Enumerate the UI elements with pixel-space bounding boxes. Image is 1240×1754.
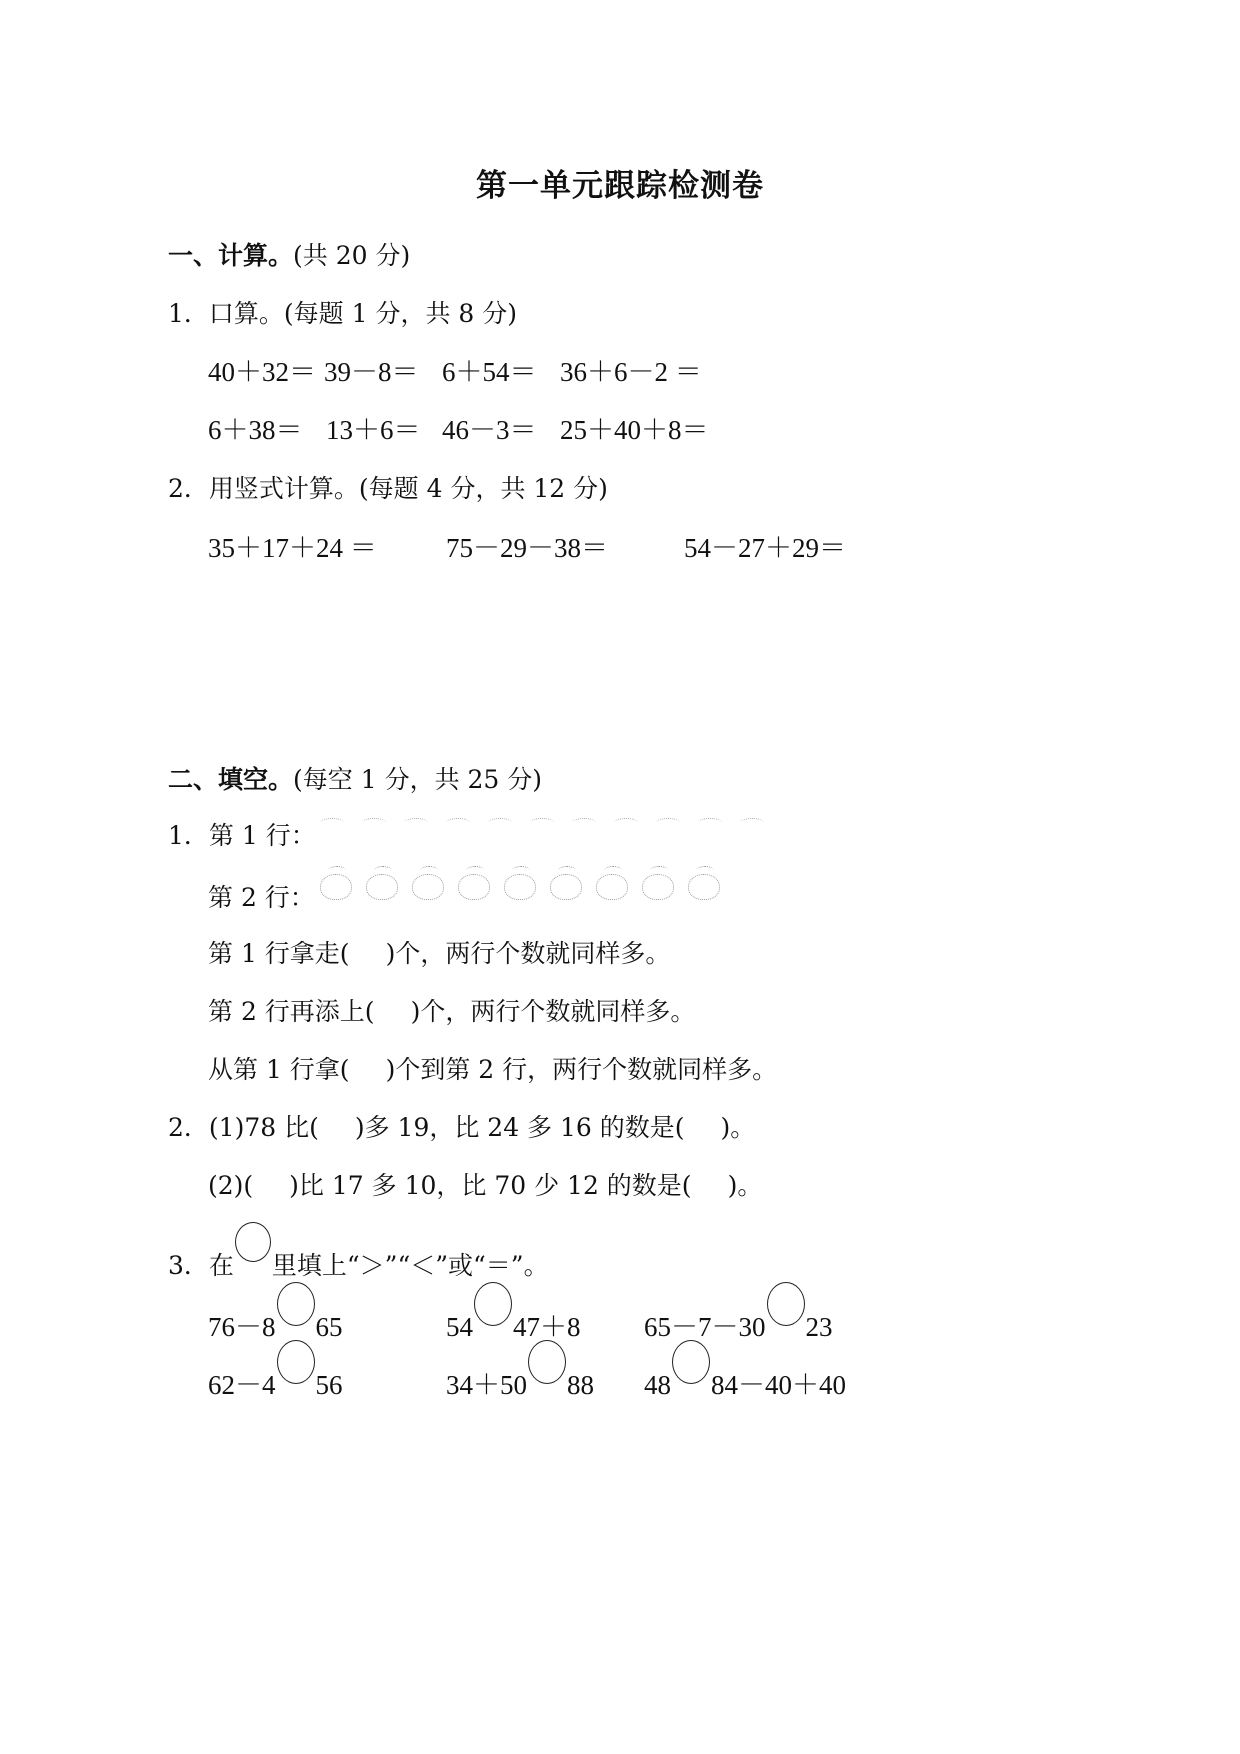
question-text: )多 19，比 24 多 16 的数是(	[354, 1113, 685, 1142]
oral-item: 6＋38＝	[208, 415, 303, 445]
row-1-label: 1．第 1 行：	[168, 821, 316, 850]
question-text: 3．在	[168, 1251, 234, 1280]
fill-line-text: )个，两行个数就同样多。	[410, 997, 696, 1026]
fill-line-text: 第 1 行拿走(	[208, 939, 350, 968]
apple-icon	[686, 866, 722, 900]
faint-fruit-icon	[316, 816, 350, 830]
fill-line-text: )个，两行个数就同样多。	[385, 939, 671, 968]
page-title: 第一单元跟踪检测卷	[476, 168, 764, 204]
question-text: )。	[720, 1113, 756, 1142]
faint-fruit-icon	[652, 816, 686, 830]
question-2-2-part-1	[168, 1108, 755, 1144]
oral-item: 40＋32＝	[208, 357, 316, 387]
compare-right: 65	[315, 1312, 343, 1342]
compare-item	[446, 1290, 581, 1344]
fill-line	[208, 992, 695, 1028]
question-text: )。	[727, 1171, 763, 1200]
question-1-1-label: 1．口算。(每题 1 分，共 8 分)	[168, 299, 518, 328]
question-text: 里填上“＞”“＜”或“＝”。	[271, 1251, 549, 1280]
apple-icon	[364, 866, 400, 900]
question-2-2-part-2	[208, 1166, 762, 1202]
faint-fruit-icon	[484, 816, 518, 830]
faint-fruit-icon	[442, 816, 476, 830]
faint-fruit-icon	[358, 816, 392, 830]
faint-fruit-icon	[694, 816, 728, 830]
compare-item	[644, 1348, 846, 1402]
section-2-score: (每空 1 分，共 25 分)	[293, 765, 543, 794]
row-2-apples	[318, 866, 722, 900]
compare-right: 88	[567, 1370, 594, 1400]
compare-item	[208, 1348, 343, 1402]
compare-item	[644, 1290, 833, 1344]
oral-item: 46－3＝	[442, 415, 537, 445]
oral-item: 6＋54＝	[442, 357, 537, 387]
compare-item	[446, 1348, 594, 1402]
section-1-title: 一、计算。	[168, 241, 294, 270]
apple-icon	[594, 866, 630, 900]
apple-icon	[502, 866, 538, 900]
compare-circle[interactable]	[672, 1340, 710, 1384]
compare-circle[interactable]	[474, 1282, 512, 1326]
vertical-calc-item: 54－27＋29＝	[684, 533, 846, 563]
compare-circle[interactable]	[277, 1282, 315, 1326]
compare-left: 48	[644, 1370, 671, 1400]
compare-left: 65－7－30	[644, 1312, 766, 1342]
compare-circle[interactable]	[528, 1340, 566, 1384]
faint-fruit-icon	[526, 816, 560, 830]
fill-line-text: 从第 1 行拿(	[208, 1055, 350, 1084]
section-1-heading	[168, 236, 410, 272]
vertical-calc-item: 35＋17＋24 ＝	[208, 533, 377, 563]
fill-line	[208, 1050, 777, 1086]
question-1-2-label: 2．用竖式计算。(每题 4 分，共 12 分)	[168, 474, 608, 503]
apple-icon	[410, 866, 446, 900]
compare-left: 76－8	[208, 1312, 276, 1342]
compare-left: 62－4	[208, 1370, 276, 1400]
apple-icon	[548, 866, 584, 900]
question-text: 2．(1)78 比(	[168, 1113, 319, 1142]
apple-icon	[456, 866, 492, 900]
question-2-3-label	[168, 1232, 549, 1282]
fill-line-text: 第 2 行再添上(	[208, 997, 375, 1026]
row-1-fruits	[316, 812, 770, 831]
vertical-calc-item: 75－29－38＝	[446, 533, 608, 563]
row-2-label: 第 2 行：	[208, 883, 315, 912]
oral-item: 25＋40＋8＝	[560, 415, 709, 445]
section-2-title: 二、填空。	[168, 765, 294, 794]
question-text: (2)(	[208, 1171, 254, 1200]
compare-right: 56	[315, 1370, 343, 1400]
fill-line	[208, 934, 670, 970]
compare-right: 23	[805, 1312, 833, 1342]
compare-left: 54	[446, 1312, 473, 1342]
compare-left: 34＋50	[446, 1370, 527, 1400]
faint-fruit-icon	[610, 816, 644, 830]
question-text: )比 17 多 10，比 70 少 12 的数是(	[289, 1171, 692, 1200]
apple-icon	[640, 866, 676, 900]
faint-fruit-icon	[400, 816, 434, 830]
fill-line-text: )个到第 2 行，两行个数就同样多。	[385, 1055, 778, 1084]
compare-item	[208, 1290, 343, 1344]
compare-right: 47＋8	[513, 1312, 581, 1342]
compare-circle[interactable]	[277, 1340, 315, 1384]
oral-item: 13＋6＝	[326, 415, 421, 445]
compare-right: 84－40＋40	[711, 1370, 846, 1400]
circle-icon	[235, 1222, 271, 1262]
faint-fruit-icon	[568, 816, 602, 830]
section-1-score: (共 20 分)	[293, 241, 411, 270]
apple-icon	[318, 866, 354, 900]
oral-item: 36＋6－2 ＝	[560, 357, 702, 387]
oral-item: 39－8＝	[324, 357, 419, 387]
compare-circle[interactable]	[767, 1282, 805, 1326]
section-2-heading	[168, 760, 542, 796]
faint-fruit-icon	[736, 816, 770, 830]
